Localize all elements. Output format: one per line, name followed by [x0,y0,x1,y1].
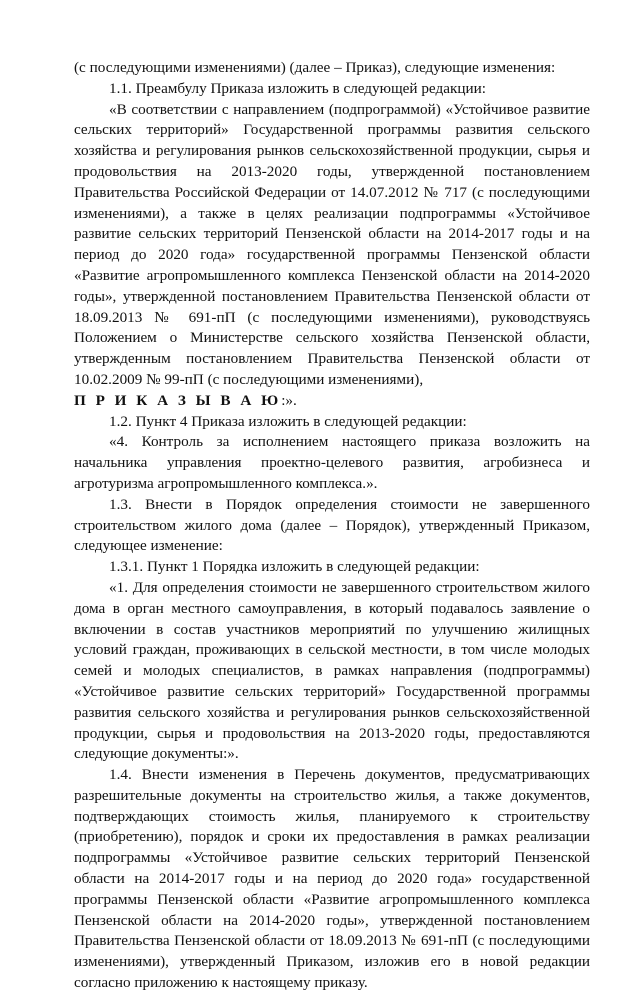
clause-1-2-heading: 1.2. Пункт 4 Приказа изложить в следующей редакции: [109,412,467,430]
clause-1-3-1-heading: 1.3.1. Пункт 1 Порядка изложить в следующей редакции: [109,558,480,576]
intro-line: (с последующими изменениями) (далее – Приказ), следующие изменения: [74,59,556,76]
clause-1-1-heading: 1.1. Преамбулу Приказа изложить в следующей редакции: [109,79,486,97]
order-line [74,391,590,412]
order-word: П Р И К А З Ы В А Ю [74,391,282,409]
preamble-paragraph: «В соответствии с направлением (подпрограммой) «Устойчивое развитие сельских территорий» Государственной программы развития сельского хозяйства и регулирования рынков сельскохозяйственной продукции, сырья и продовольствия на 2013-2020 годы, утвержденной постановлением Правительства Российской Федерации от 14.07.2012 № 717 (с последующими изменениями), а также в целях реализации подпрограммы «Устойчивое развитие сельских территорий Пензенской области на 2014-2017 годы и на период до 2020 года» государственной программы Пензенской области «Развитие агропромышленного комплекса Пензенской области на 2014-2020 годы», утвержденной постановлением Правительства Пензенской области от 18.09.2013 № 691-пП (с последующими изменениями), руководствуясь Положением о Министерстве сельского хозяйства Пензенской области, утвержденным постановлением Правительства Пензенской области от 10.02.2009 № 99-пП (с последующими изменениями), [74,100,590,388]
order-suffix: :». [281,391,297,409]
clause-1-4-paragraph: 1.4. Внести изменения в Перечень документов, предусматривающих разрешительные документы на строительство жилья, а также документов, подтверждающих стоимость жилья, планируемого к строительству (приобретению), порядок и сроки их предоставления в рамках реализации подпрограммы «Устойчивое развитие сельских территорий Пензенской области на 2014-2017 годы и на период до 2020 года» государственной программы Пензенской области «Развитие агропромышленного комплекса Пензенской области на 2014-2020 годы», утвержденной постановлением Правительства Пензенской области от 18.09.2013 № 691-пП (с последующими изменениями), утвержденный Приказом, изложив его в новой редакции согласно приложению к настоящему приказу. [74,766,590,992]
clause-4-text: «4. Контроль за исполнением настоящего приказа возложить на начальника управления проектно-целевого развития, агробизнеса и агротуризма агропромышленного комплекса.». [74,433,590,492]
point-1-paragraph: «1. Для определения стоимости не завершенного строительством жилого дома в орган местного самоуправления, в который подавалось заявление о включении в состав участников мероприятий по улучшению жилищных условий граждан, проживающих в сельской местности, в том числе молодых семей и молодых специалистов, в рамках направления (подпрограммы) «Устойчивое развитие сельских территорий» Государственной программы развития сельского хозяйства и регулирования рынков сельскохозяйственной продукции, сырья и продовольствия на 2013-2020 годы, предоставляются следующие документы:». [74,578,590,763]
clause-1-3-paragraph: 1.3. Внести в Порядок определения стоимости не завершенного строительством жилого дома (далее – Порядок), утвержденный Приказом, следующее изменение: [74,495,590,555]
